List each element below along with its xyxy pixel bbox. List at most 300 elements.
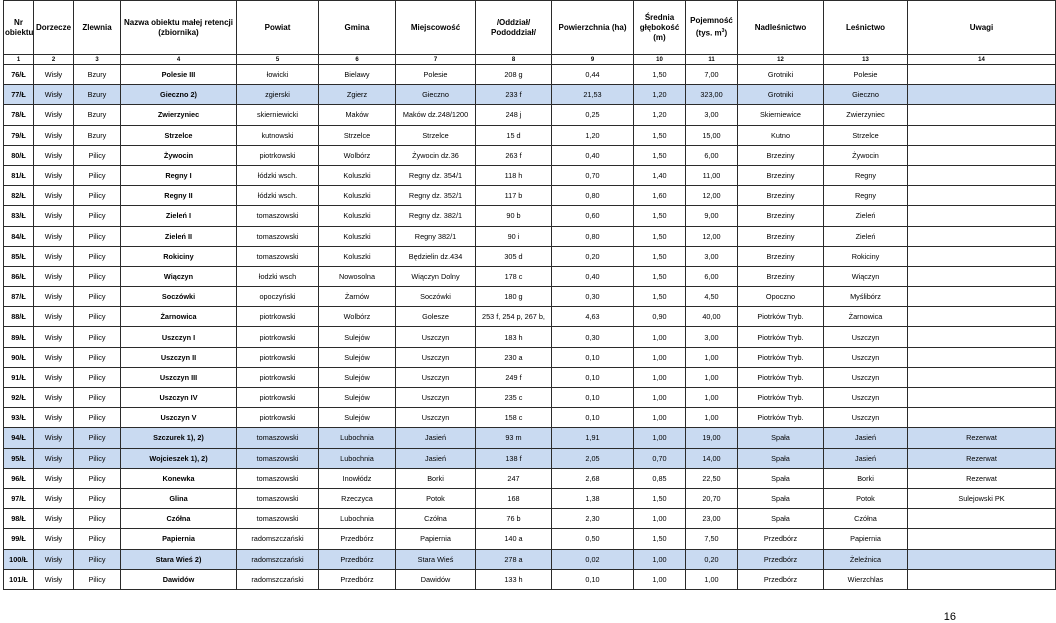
- cell-gmina: Przedbórz: [319, 569, 396, 589]
- cell-glebokosc: 0,90: [634, 307, 686, 327]
- cell-glebokosc: 0,70: [634, 448, 686, 468]
- cell-miejscowosc: Gieczno: [396, 85, 476, 105]
- cell-zlewnia: Pilicy: [74, 327, 121, 347]
- cell-nazwa: Papiernia: [121, 529, 237, 549]
- cell-nadlesnictwo: Brzeziny: [738, 206, 824, 226]
- cell-gmina: Przedbórz: [319, 549, 396, 569]
- cell-nadlesnictwo: Spała: [738, 509, 824, 529]
- cell-glebokosc: 1,50: [634, 246, 686, 266]
- cell-nazwa: Konewka: [121, 468, 237, 488]
- table-row: [4, 186, 1056, 206]
- cell-dorzecze: Wisły: [34, 569, 74, 589]
- cell-gmina: Nowosolna: [319, 266, 396, 286]
- cell-powierzchnia: 0,80: [552, 186, 634, 206]
- cell-zlewnia: Pilicy: [74, 246, 121, 266]
- cell-nr: 76/Ł: [4, 65, 34, 85]
- cell-zlewnia: Pilicy: [74, 145, 121, 165]
- cell-nr: 96/Ł: [4, 468, 34, 488]
- cell-gmina: Wolbórz: [319, 145, 396, 165]
- cell-lesnictwo: Regny: [824, 186, 908, 206]
- cell-oddzial: 178 c: [476, 266, 552, 286]
- cell-uwagi: [908, 105, 1056, 125]
- cell-nadlesnictwo: Brzeziny: [738, 186, 824, 206]
- cell-glebokosc: 1,00: [634, 408, 686, 428]
- cell-uwagi: [908, 206, 1056, 226]
- cell-nazwa: Stara Wieś 2): [121, 549, 237, 569]
- cell-oddzial: 133 h: [476, 569, 552, 589]
- table-row: [4, 246, 1056, 266]
- header-pojemnosc: [686, 1, 738, 55]
- cell-nr: 101/Ł: [4, 569, 34, 589]
- cell-dorzecze: Wisły: [34, 85, 74, 105]
- cell-glebokosc: 1,50: [634, 145, 686, 165]
- cell-powiat: opoczyński: [237, 287, 319, 307]
- cell-lesnictwo: Wierzchlas: [824, 569, 908, 589]
- cell-pojemnosc: 19,00: [686, 428, 738, 448]
- cell-nr: 97/Ł: [4, 488, 34, 508]
- cell-nadlesnictwo: Spała: [738, 468, 824, 488]
- cell-powiat: piotrkowski: [237, 145, 319, 165]
- header-powierzchnia: Powierzchnia (ha): [552, 1, 634, 55]
- cell-oddzial: 90 b: [476, 206, 552, 226]
- column-number: 10: [634, 55, 686, 65]
- cell-miejscowosc: Uszczyn: [396, 408, 476, 428]
- cell-powiat: piotrkowski: [237, 408, 319, 428]
- cell-uwagi: [908, 266, 1056, 286]
- cell-oddzial: 305 d: [476, 246, 552, 266]
- cell-zlewnia: Pilicy: [74, 408, 121, 428]
- cell-gmina: Wolbórz: [319, 307, 396, 327]
- cell-powiat: łodzki wsch: [237, 266, 319, 286]
- cell-pojemnosc: 11,00: [686, 165, 738, 185]
- cell-powiat: radomszczański: [237, 569, 319, 589]
- cell-dorzecze: Wisły: [34, 287, 74, 307]
- cell-nazwa: Soczówki: [121, 287, 237, 307]
- cell-pojemnosc: 12,00: [686, 226, 738, 246]
- column-number: 2: [34, 55, 74, 65]
- cell-miejscowosc: Uszczyn: [396, 367, 476, 387]
- cell-gmina: Przedbórz: [319, 529, 396, 549]
- cell-dorzecze: Wisły: [34, 266, 74, 286]
- cell-dorzecze: Wisły: [34, 468, 74, 488]
- cell-powiat: tomaszowski: [237, 246, 319, 266]
- cell-lesnictwo: Papiernia: [824, 529, 908, 549]
- cell-oddzial: 168: [476, 488, 552, 508]
- header-lesnictwo: Leśnictwo: [824, 1, 908, 55]
- table-row: [4, 85, 1056, 105]
- cell-pojemnosc: 23,00: [686, 509, 738, 529]
- cell-uwagi: [908, 569, 1056, 589]
- cell-pojemnosc: 22,50: [686, 468, 738, 488]
- cell-powierzchnia: 1,91: [552, 428, 634, 448]
- header-pojemnosc-sup: 3: [721, 28, 725, 35]
- cell-lesnictwo: Rokiciny: [824, 246, 908, 266]
- cell-dorzecze: Wisły: [34, 347, 74, 367]
- cell-oddzial: 140 a: [476, 529, 552, 549]
- cell-lesnictwo: Uszczyn: [824, 327, 908, 347]
- cell-gmina: Lubochnia: [319, 448, 396, 468]
- cell-nazwa: Żarnowica: [121, 307, 237, 327]
- cell-miejscowosc: Jasień: [396, 448, 476, 468]
- table-row: [4, 266, 1056, 286]
- cell-zlewnia: Pilicy: [74, 287, 121, 307]
- cell-nadlesnictwo: Spała: [738, 488, 824, 508]
- cell-uwagi: [908, 287, 1056, 307]
- cell-lesnictwo: Myślibórz: [824, 287, 908, 307]
- cell-miejscowosc: Maków dz.248/1200: [396, 105, 476, 125]
- column-number: 9: [552, 55, 634, 65]
- cell-lesnictwo: Borki: [824, 468, 908, 488]
- cell-nadlesnictwo: Brzeziny: [738, 246, 824, 266]
- cell-powiat: łowicki: [237, 65, 319, 85]
- cell-zlewnia: Bzury: [74, 105, 121, 125]
- cell-pojemnosc: 4,50: [686, 287, 738, 307]
- cell-nadlesnictwo: Spała: [738, 448, 824, 468]
- cell-oddzial: 208 g: [476, 65, 552, 85]
- cell-uwagi: [908, 347, 1056, 367]
- cell-powiat: tomaszowski: [237, 206, 319, 226]
- cell-oddzial: 248 j: [476, 105, 552, 125]
- header-nadlesnictwo: Nadleśnictwo: [738, 1, 824, 55]
- column-number: 13: [824, 55, 908, 65]
- cell-dorzecze: Wisły: [34, 509, 74, 529]
- cell-powiat: kutnowski: [237, 125, 319, 145]
- cell-pojemnosc: 12,00: [686, 186, 738, 206]
- cell-oddzial: 180 g: [476, 287, 552, 307]
- cell-gmina: Zgierz: [319, 85, 396, 105]
- cell-oddzial: 235 c: [476, 388, 552, 408]
- cell-nazwa: Zieleń II: [121, 226, 237, 246]
- table-row: [4, 468, 1056, 488]
- cell-dorzecze: Wisły: [34, 408, 74, 428]
- cell-powierzchnia: 0,70: [552, 165, 634, 185]
- cell-nr: 85/Ł: [4, 246, 34, 266]
- cell-glebokosc: 1,00: [634, 327, 686, 347]
- cell-powiat: piotrkowski: [237, 367, 319, 387]
- cell-gmina: Koluszki: [319, 246, 396, 266]
- table-row: [4, 388, 1056, 408]
- cell-powiat: radomszczański: [237, 549, 319, 569]
- cell-powierzchnia: 0,25: [552, 105, 634, 125]
- cell-nadlesnictwo: Piotrków Tryb.: [738, 347, 824, 367]
- cell-uwagi: [908, 327, 1056, 347]
- cell-pojemnosc: 1,00: [686, 408, 738, 428]
- cell-zlewnia: Pilicy: [74, 549, 121, 569]
- cell-miejscowosc: Dawidów: [396, 569, 476, 589]
- cell-zlewnia: Pilicy: [74, 266, 121, 286]
- cell-nadlesnictwo: Brzeziny: [738, 145, 824, 165]
- cell-powierzchnia: 2,05: [552, 448, 634, 468]
- cell-nr: 87/Ł: [4, 287, 34, 307]
- cell-dorzecze: Wisły: [34, 206, 74, 226]
- cell-powierzchnia: 2,30: [552, 509, 634, 529]
- cell-nadlesnictwo: Brzeziny: [738, 226, 824, 246]
- cell-nadlesnictwo: Brzeziny: [738, 165, 824, 185]
- cell-uwagi: [908, 367, 1056, 387]
- cell-nazwa: Strzelce: [121, 125, 237, 145]
- table-row: [4, 509, 1056, 529]
- cell-powiat: łódzki wsch.: [237, 186, 319, 206]
- cell-glebokosc: 1,20: [634, 85, 686, 105]
- cell-oddzial: 15 d: [476, 125, 552, 145]
- cell-powiat: łódzki wsch.: [237, 165, 319, 185]
- cell-nr: 79/Ł: [4, 125, 34, 145]
- cell-pojemnosc: 1,00: [686, 569, 738, 589]
- cell-miejscowosc: Polesie: [396, 65, 476, 85]
- cell-glebokosc: 1,00: [634, 388, 686, 408]
- cell-uwagi: [908, 65, 1056, 85]
- cell-powierzchnia: 0,50: [552, 529, 634, 549]
- cell-lesnictwo: Wiączyn: [824, 266, 908, 286]
- cell-gmina: Inowłódz: [319, 468, 396, 488]
- table-row: [4, 549, 1056, 569]
- cell-uwagi: [908, 549, 1056, 569]
- cell-dorzecze: Wisły: [34, 549, 74, 569]
- cell-nadlesnictwo: Opoczno: [738, 287, 824, 307]
- cell-zlewnia: Pilicy: [74, 206, 121, 226]
- cell-gmina: Sulejów: [319, 408, 396, 428]
- cell-miejscowosc: Czółna: [396, 509, 476, 529]
- cell-lesnictwo: Potok: [824, 488, 908, 508]
- cell-dorzecze: Wisły: [34, 145, 74, 165]
- cell-dorzecze: Wisły: [34, 388, 74, 408]
- cell-nadlesnictwo: Piotrków Tryb.: [738, 367, 824, 387]
- column-number: 8: [476, 55, 552, 65]
- cell-uwagi: [908, 408, 1056, 428]
- cell-lesnictwo: Jasień: [824, 448, 908, 468]
- column-number: 4: [121, 55, 237, 65]
- cell-lesnictwo: Uszczyn: [824, 388, 908, 408]
- cell-nr: 94/Ł: [4, 428, 34, 448]
- cell-powierzchnia: 0,60: [552, 206, 634, 226]
- cell-uwagi: [908, 125, 1056, 145]
- cell-glebokosc: 1,50: [634, 226, 686, 246]
- cell-dorzecze: Wisły: [34, 105, 74, 125]
- table-row: [4, 569, 1056, 589]
- cell-gmina: Sulejów: [319, 327, 396, 347]
- cell-glebokosc: 1,50: [634, 488, 686, 508]
- cell-dorzecze: Wisły: [34, 488, 74, 508]
- table-row: [4, 307, 1056, 327]
- cell-zlewnia: Pilicy: [74, 529, 121, 549]
- cell-powierzchnia: 4,63: [552, 307, 634, 327]
- cell-zlewnia: Pilicy: [74, 307, 121, 327]
- header-glebokosc: Średnia głębokość (m): [634, 1, 686, 55]
- cell-pojemnosc: 3,00: [686, 327, 738, 347]
- column-number-row: [4, 55, 1056, 65]
- cell-glebokosc: 1,00: [634, 428, 686, 448]
- cell-lesnictwo: Zieleń: [824, 226, 908, 246]
- cell-miejscowosc: Żywocin dz.36: [396, 145, 476, 165]
- cell-powiat: tomaszowski: [237, 488, 319, 508]
- cell-miejscowosc: Jasień: [396, 428, 476, 448]
- cell-nazwa: Gieczno 2): [121, 85, 237, 105]
- cell-powierzchnia: 21,53: [552, 85, 634, 105]
- table-row: [4, 65, 1056, 85]
- cell-powiat: tomaszowski: [237, 226, 319, 246]
- cell-nazwa: Uszczyn IV: [121, 388, 237, 408]
- cell-powierzchnia: 0,10: [552, 367, 634, 387]
- cell-zlewnia: Pilicy: [74, 448, 121, 468]
- cell-zlewnia: Pilicy: [74, 347, 121, 367]
- table-row: [4, 226, 1056, 246]
- cell-glebokosc: 1,00: [634, 509, 686, 529]
- header-miejscowosc: Miejscowość: [396, 1, 476, 55]
- table-row: [4, 165, 1056, 185]
- header-pojemnosc-end: ): [724, 28, 728, 38]
- cell-nr: 89/Ł: [4, 327, 34, 347]
- cell-zlewnia: Pilicy: [74, 468, 121, 488]
- cell-nr: 98/Ł: [4, 509, 34, 529]
- table-row: [4, 125, 1056, 145]
- cell-oddzial: 247: [476, 468, 552, 488]
- cell-miejscowosc: Borki: [396, 468, 476, 488]
- cell-lesnictwo: Żeleźnica: [824, 549, 908, 569]
- cell-nadlesnictwo: Kutno: [738, 125, 824, 145]
- cell-dorzecze: Wisły: [34, 529, 74, 549]
- column-number: 7: [396, 55, 476, 65]
- cell-uwagi: Sulejowski PK: [908, 488, 1056, 508]
- cell-glebokosc: 1,50: [634, 206, 686, 226]
- column-number: 11: [686, 55, 738, 65]
- cell-lesnictwo: Zieleń: [824, 206, 908, 226]
- cell-nazwa: Zwierzyniec: [121, 105, 237, 125]
- cell-powiat: tomaszowski: [237, 428, 319, 448]
- cell-gmina: Lubochnia: [319, 428, 396, 448]
- cell-nazwa: Wojcieszek 1), 2): [121, 448, 237, 468]
- cell-lesnictwo: Jasień: [824, 428, 908, 448]
- cell-lesnictwo: Żarnowica: [824, 307, 908, 327]
- cell-powiat: zgierski: [237, 85, 319, 105]
- table-row: [4, 529, 1056, 549]
- cell-miejscowosc: Golesze: [396, 307, 476, 327]
- cell-dorzecze: Wisły: [34, 307, 74, 327]
- cell-glebokosc: 1,50: [634, 125, 686, 145]
- cell-oddzial: 249 f: [476, 367, 552, 387]
- cell-nr: 82/Ł: [4, 186, 34, 206]
- cell-powierzchnia: 0,44: [552, 65, 634, 85]
- cell-nazwa: Regny I: [121, 165, 237, 185]
- cell-dorzecze: Wisły: [34, 186, 74, 206]
- cell-nazwa: Wiączyn: [121, 266, 237, 286]
- cell-nazwa: Uszczyn II: [121, 347, 237, 367]
- cell-lesnictwo: Zwierzyniec: [824, 105, 908, 125]
- column-number: 6: [319, 55, 396, 65]
- cell-oddzial: 278 a: [476, 549, 552, 569]
- table-row: [4, 347, 1056, 367]
- cell-gmina: Sulejów: [319, 347, 396, 367]
- header-powiat: Powiat: [237, 1, 319, 55]
- cell-glebokosc: 1,00: [634, 549, 686, 569]
- cell-dorzecze: Wisły: [34, 165, 74, 185]
- cell-zlewnia: Pilicy: [74, 165, 121, 185]
- cell-gmina: Strzelce: [319, 125, 396, 145]
- cell-gmina: Bielawy: [319, 65, 396, 85]
- cell-powierzchnia: 0,10: [552, 408, 634, 428]
- cell-oddzial: 233 f: [476, 85, 552, 105]
- cell-pojemnosc: 7,00: [686, 65, 738, 85]
- cell-uwagi: [908, 145, 1056, 165]
- cell-pojemnosc: 3,00: [686, 246, 738, 266]
- cell-uwagi: Rezerwat: [908, 448, 1056, 468]
- cell-gmina: Rzeczyca: [319, 488, 396, 508]
- cell-powierzchnia: 0,10: [552, 388, 634, 408]
- cell-glebokosc: 1,50: [634, 65, 686, 85]
- column-number: 5: [237, 55, 319, 65]
- cell-nr: 100/Ł: [4, 549, 34, 569]
- table-row: [4, 145, 1056, 165]
- cell-glebokosc: 1,50: [634, 529, 686, 549]
- cell-pojemnosc: 7,50: [686, 529, 738, 549]
- cell-nazwa: Zieleń I: [121, 206, 237, 226]
- column-number: 12: [738, 55, 824, 65]
- cell-nr: 88/Ł: [4, 307, 34, 327]
- header-nazwa: Nazwa obiektu małej retencji (zbiornika): [121, 1, 237, 55]
- cell-oddzial: 158 c: [476, 408, 552, 428]
- cell-zlewnia: Bzury: [74, 65, 121, 85]
- cell-miejscowosc: Potok: [396, 488, 476, 508]
- cell-powiat: tomaszowski: [237, 468, 319, 488]
- cell-pojemnosc: 0,20: [686, 549, 738, 569]
- cell-nadlesnictwo: Brzeziny: [738, 266, 824, 286]
- cell-miejscowosc: Stara Wieś: [396, 549, 476, 569]
- cell-glebokosc: 1,00: [634, 569, 686, 589]
- cell-nazwa: Glina: [121, 488, 237, 508]
- table-row: [4, 428, 1056, 448]
- cell-dorzecze: Wisły: [34, 327, 74, 347]
- cell-nazwa: Polesie III: [121, 65, 237, 85]
- cell-glebokosc: 1,50: [634, 266, 686, 286]
- cell-nr: 77/Ł: [4, 85, 34, 105]
- table-row: [4, 206, 1056, 226]
- cell-powierzchnia: 0,40: [552, 266, 634, 286]
- cell-gmina: Koluszki: [319, 186, 396, 206]
- cell-lesnictwo: Żywocin: [824, 145, 908, 165]
- cell-gmina: Koluszki: [319, 165, 396, 185]
- cell-zlewnia: Pilicy: [74, 569, 121, 589]
- cell-glebokosc: 1,00: [634, 367, 686, 387]
- cell-nadlesnictwo: Piotrków Tryb.: [738, 307, 824, 327]
- cell-nazwa: Żywocin: [121, 145, 237, 165]
- cell-pojemnosc: 14,00: [686, 448, 738, 468]
- cell-nadlesnictwo: Piotrków Tryb.: [738, 388, 824, 408]
- cell-nazwa: Dawidów: [121, 569, 237, 589]
- cell-pojemnosc: 40,00: [686, 307, 738, 327]
- cell-nr: 81/Ł: [4, 165, 34, 185]
- cell-powierzchnia: 0,10: [552, 347, 634, 367]
- cell-powierzchnia: 1,38: [552, 488, 634, 508]
- retention-table: [3, 0, 1056, 590]
- cell-miejscowosc: Soczówki: [396, 287, 476, 307]
- cell-uwagi: Rezerwat: [908, 468, 1056, 488]
- cell-powiat: tomaszowski: [237, 448, 319, 468]
- cell-zlewnia: Pilicy: [74, 186, 121, 206]
- cell-powiat: piotrkowski: [237, 327, 319, 347]
- cell-powiat: piotrkowski: [237, 307, 319, 327]
- cell-zlewnia: Pilicy: [74, 367, 121, 387]
- cell-uwagi: [908, 529, 1056, 549]
- cell-oddzial: 263 f: [476, 145, 552, 165]
- cell-powiat: piotrkowski: [237, 347, 319, 367]
- cell-lesnictwo: Uszczyn: [824, 367, 908, 387]
- cell-nadlesnictwo: Przedbórz: [738, 549, 824, 569]
- header-pojemnosc-text: Pojemność (tys. m: [690, 16, 733, 38]
- cell-powierzchnia: 0,80: [552, 226, 634, 246]
- cell-oddzial: 118 h: [476, 165, 552, 185]
- cell-gmina: Sulejów: [319, 367, 396, 387]
- cell-uwagi: [908, 509, 1056, 529]
- cell-oddzial: 76 b: [476, 509, 552, 529]
